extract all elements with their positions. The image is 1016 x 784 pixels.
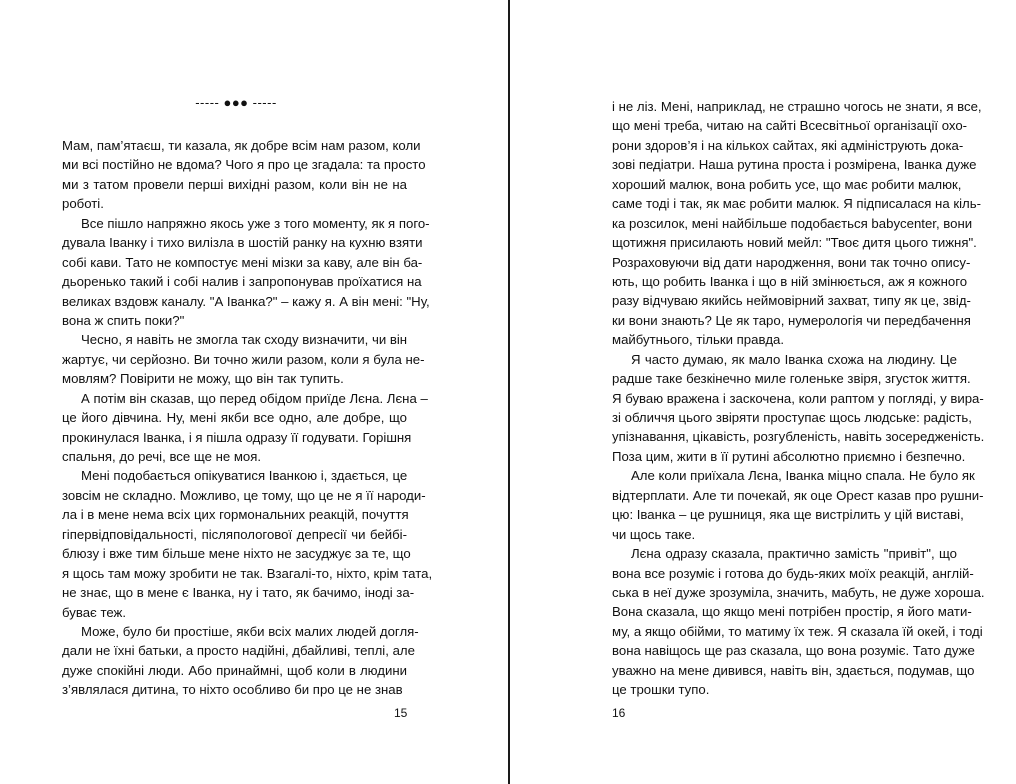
paragraph xyxy=(62,466,433,622)
text-line: прокинулася Іванка, і я пішла одразу її годувати. Горішня xyxy=(62,429,412,445)
text-line: Мені подобається опікуватися Іванкою і, здається, це xyxy=(81,468,408,484)
page-number-left: 15 xyxy=(394,706,408,720)
text-line: дуже спокійні люди. Або принаймні, щоб коли в людини xyxy=(62,662,407,678)
text-line: Вона сказала, що якщо мені потрібен простір, я його мати- xyxy=(612,604,972,620)
text-line: відтерплати. Але ти почекай, як оце Орест казав про рушни- xyxy=(612,487,984,503)
section-break: ----- ●●● ----- xyxy=(195,95,277,110)
text-line: і не ліз. Мені, наприклад, не страшно чогось не знати, я все, xyxy=(612,99,982,114)
text-line: не знає, що в мене є Іванка, ну і тато, як бачимо, іноді за- xyxy=(62,585,415,601)
text-line: цю: Іванка – це рушниця, яка ще вистрілить у цій виставі, xyxy=(612,507,964,523)
text-line: хороший малюк, вона робить усе, що має робити малюк, xyxy=(612,176,962,192)
text-line: разу відчуваю якийсь неймовірний захват, типу як це, звід- xyxy=(612,293,971,309)
text-line: Все пішло напряжно якось уже з того моменту, як я пого- xyxy=(81,215,430,231)
text-line: майбутнього, тільки правда. xyxy=(612,332,785,348)
page-number-right: 16 xyxy=(612,706,626,720)
paragraph xyxy=(62,622,419,700)
paragraph xyxy=(612,350,985,467)
text-line: блюзу і вже тим більше мене ніхто не засуджує за те, що xyxy=(62,546,411,562)
text-line: спальня, до речі, все ще не моя. xyxy=(62,449,262,464)
text-line: гіпервідповідальності, післяпологової депресії чи бейбі- xyxy=(62,526,407,542)
text-line: дали не їхні батьки, а просто надійні, дбайливі, теплі, але xyxy=(62,643,415,659)
paragraph xyxy=(612,466,984,544)
text-line: Я часто думаю, як мало Іванка схожа на людину. Це xyxy=(631,351,957,367)
text-line: жартує, чи серйозно. Ви точно жили разом, коли я була не- xyxy=(62,351,425,367)
paragraph xyxy=(612,97,982,350)
text-line: дувала Іванку і тихо вилізла в шостій ранку на кухню взяти xyxy=(62,235,423,251)
paragraph xyxy=(612,544,985,700)
text-line: щотижня присилають новий мейл: "Твоє дитя цього тижня". xyxy=(612,235,977,251)
text-line: ми всі постійно не вдома? Чого я про це згадала: та просто xyxy=(62,157,426,173)
text-line: ська в неї дуже зрозуміла, значить, мабуть, не дуже хороша. xyxy=(612,584,985,600)
right-page xyxy=(510,0,1016,784)
text-line: мовлям? Повірити не можу, що він так тупить. xyxy=(62,371,344,387)
text-line: дьоренько такий і собі налив і запропонував проїхатися на xyxy=(62,274,422,290)
text-line: Поза цим, жити в її рутині абсолютно приємно і безпечно. xyxy=(612,448,966,464)
left-page-text xyxy=(62,136,433,700)
text-line: му, а якщо обійми, то матиму їх теж. Я сказала їй окей, і тоді xyxy=(612,623,983,639)
text-line: собі кави. Тато не компостує мені мізки за каву, але він ба- xyxy=(62,254,423,270)
text-line: роботі. xyxy=(62,196,104,212)
paragraph xyxy=(62,136,426,214)
text-line: Чесно, я навіть не змогла так сходу визначити, чи він xyxy=(81,332,408,348)
text-line: зові педіатри. Наша рутина проста і розмірена, Іванка дуже xyxy=(612,157,977,173)
text-line: ла і в мене нема всіх цих гормональних реакцій, почуття xyxy=(62,507,409,523)
text-line: буває теж. xyxy=(62,604,127,620)
text-line: це трошки тупо. xyxy=(612,682,710,698)
text-line: вона все розуміє і готова до будь-яких моїх реакцій, англій- xyxy=(612,565,974,581)
text-line: радше таке безкінечно миле голеньке звіря, згусток життя. xyxy=(612,371,971,387)
text-line: ми з татом провели перші вихідні разом, коли він не на xyxy=(62,176,407,192)
text-line: вона навіщось ще раз сказала, що вона розуміє. Тато дуже xyxy=(612,643,975,659)
text-line: Лєна одразу сказала, практично замість "привіт", що xyxy=(631,546,957,562)
text-line: ка розсилок, мені найбільше подобається babycenter, вони xyxy=(612,215,973,231)
paragraph xyxy=(62,330,425,388)
paragraph xyxy=(62,214,430,331)
text-line: це його дівчина. Ну, мені якби все одно, але добре, що xyxy=(62,410,407,426)
text-line: ки вони знають? Це як таро, нумерологія чи передбачення xyxy=(612,312,971,328)
text-line: зовсім не складно. Можливо, це тому, що це не я її народи- xyxy=(62,487,426,503)
paragraph xyxy=(62,389,428,467)
text-line: ють, що робить Іванка і що в ній змінюється, аж я кожного xyxy=(612,273,968,289)
text-line: саме тоді і так, як має робити малюк. Я підписалася на кіль- xyxy=(612,196,981,212)
text-line: я щось там можу зробити не так. Взагалі-то, ніхто, крім тата, xyxy=(62,565,433,581)
text-line: уважно на мене дивився, навіть він, здається, подумав, що xyxy=(612,662,975,678)
text-line: рони здоров’я і на кількох сайтах, які адмініструють дока- xyxy=(612,137,964,153)
text-line: Але коли приїхала Лєна, Іванка міцно спала. Не було як xyxy=(631,468,975,484)
right-page-text xyxy=(612,97,985,700)
text-line: що мені треба, читаю на сайті Всесвітньої організації охо- xyxy=(612,118,968,134)
text-line: вона ж спить поки?" xyxy=(62,312,185,328)
text-line: зі обличчя цього звіряти проступає щось людське: радість, xyxy=(612,410,972,425)
text-line: Розраховуючи від дати народження, вони так точно опису- xyxy=(612,254,971,270)
text-line: чи щось таке. xyxy=(612,526,696,542)
text-line: Може, було би простіше, якби всіх малих людей догля- xyxy=(81,623,419,639)
text-line: Мам, пам’ятаєш, ти казала, як добре всім нам разом, коли xyxy=(62,138,421,153)
text-line: з’являлася дитина, то ніхто особливо би про це не знав xyxy=(62,682,403,698)
text-line: упізнавання, цікавість, розгубленість, навіть зосередженість. xyxy=(612,429,985,445)
text-line: А потім він сказав, що перед обідом приїде Лєна. Лєна – xyxy=(81,390,428,406)
text-line: великах вздовж каналу. "А Іванка?" – кажу я. А він мені: "Ну, xyxy=(62,293,430,309)
text-line: Я буваю вражена і заскочена, коли раптом у погляді, у вира- xyxy=(612,390,984,406)
